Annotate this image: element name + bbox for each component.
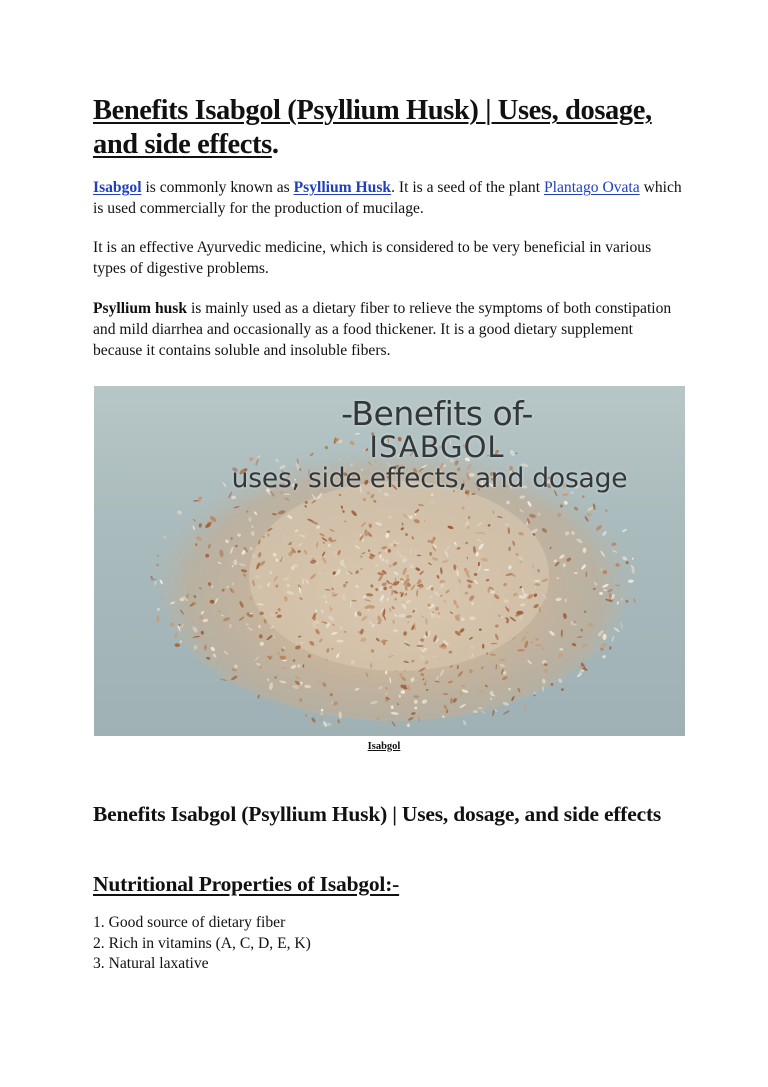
psyllium-paragraph [93,298,683,361]
husk-flake [620,621,623,629]
husk-flake [611,635,615,642]
ayurvedic-paragraph: It is an effective Ayurvedic medicine, which is considered to be very beneficial in various types of digestive problems. [93,239,652,277]
intro-text-2: . It is a seed of the plant [391,179,544,196]
husk-flake [481,710,485,713]
husk-flake [337,719,340,723]
husk-flake [523,704,527,709]
intro-paragraph [93,177,683,219]
husk-flake [600,647,604,651]
page-title [93,94,683,162]
husk-flake [633,598,636,603]
properties-list [93,913,311,975]
husk-flake [259,634,263,638]
list-item: 3. Natural laxative [93,955,209,972]
section-heading: Benefits Isabgol (Psyllium Husk) | Uses, dosage, and side effects [93,802,662,826]
image-overlay-line2: ISABGOL [369,430,505,464]
husk-flake [305,714,308,718]
husk-flake [609,646,611,650]
page-title-text: Benefits Isabgol (Psyllium Husk) | Uses, dosage, and side effects [93,95,652,160]
isabgol-link[interactable]: Isabgol [93,179,142,196]
husk-flake [326,722,332,727]
husk-flake [156,554,159,557]
nutritional-heading: Nutritional Properties of Isabgol:- [93,872,400,896]
isabgol-image [94,386,685,736]
husk-flake [157,615,160,622]
husk-flake [391,721,396,728]
intro-text-3: which is used commercially for the production of mucilage. [93,179,682,217]
husk-flake [631,557,634,560]
husk-flake [561,688,564,691]
husk-flake [311,717,317,723]
husk-flake [449,651,453,654]
husk-flake [602,654,607,659]
husk-flake [151,579,157,580]
husk-flake [604,509,608,513]
husk-flake [503,710,511,716]
husk-flake [162,535,167,538]
husk-flake [516,611,523,615]
list-item: 1. Good source of dietary fiber [93,914,286,931]
article-body [93,94,683,361]
list-item: 2. Rich in vitamins (A, C, D, E, K) [93,934,311,952]
husk-flake [622,528,628,532]
husk-flake [150,576,153,580]
intro-text-1: is commonly known as [141,179,294,196]
husk-flake [319,716,323,722]
psyllium-husk-bold: Psyllium husk [93,300,188,317]
image-overlay-line3: uses, side effects, and dosage [231,463,628,494]
plantago-ovata-link[interactable]: Plantago Ovata [543,179,640,196]
husk-flake [177,510,183,516]
husk-flake [156,563,160,567]
husk-flake [462,719,467,725]
husk-flake [174,643,180,647]
husk-flake [491,643,498,645]
husk-flake [406,723,410,727]
image-caption[interactable]: Isabgol [367,741,401,752]
psyllium-text: is mainly used as a dietary fiber to relieve the symptoms of both constipation and mild diarrhea and occasionally as a food thickener. It is a good dietary supplement because it contains soluble and insoluble fibers. [93,300,672,359]
husk-flake [156,608,160,611]
image-overlay-line1: -Benefits of- [341,394,533,433]
psyllium-husk-link[interactable]: Psyllium Husk [293,179,392,196]
husk-flake [233,559,237,565]
husk-flake [153,580,157,586]
page-title-period: . [271,129,279,160]
